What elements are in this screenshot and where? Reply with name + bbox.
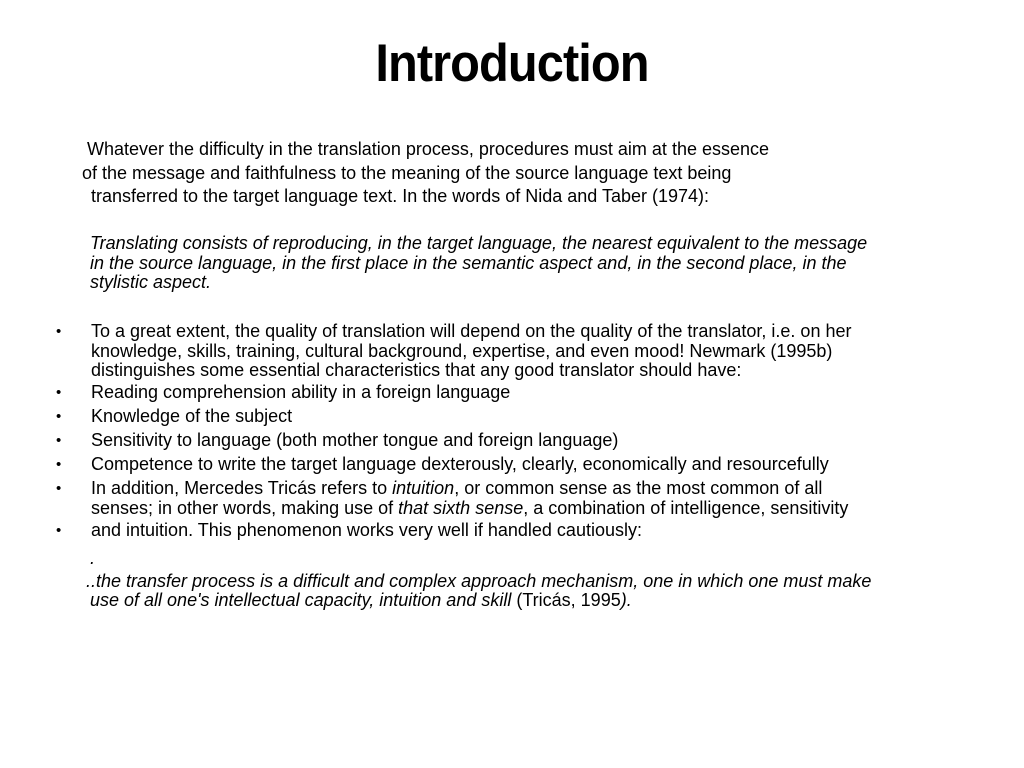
bullet-text: [91, 322, 971, 381]
bullet-dot-icon: •: [56, 522, 62, 539]
text-run: use of all one's intellectual capacity, intuition and skill: [90, 590, 512, 610]
quote-line: in the source language, in the first place in the semantic aspect and, in the second place, in the: [90, 252, 847, 273]
bullet-text: Reading comprehension ability in a foreign language: [91, 382, 511, 402]
text-run: senses; in other words, making use of: [91, 497, 399, 518]
bullet-dot-icon: •: [56, 384, 62, 401]
text-run: In addition, Mercedes Tricás refers to: [91, 478, 393, 498]
bullet-line: [91, 499, 971, 519]
bullet-text: Sensitivity to language (both mother tongue and foreign language): [91, 430, 619, 450]
quote-line: stylistic aspect.: [90, 272, 212, 292]
bullet-line: knowledge, skills, training, cultural background, expertise, and even mood! Newmark (1995b): [91, 340, 833, 361]
text-run: , a combination of intelligence, sensitivity: [523, 497, 849, 518]
bullet-text: [91, 479, 971, 518]
bullet-line: [91, 479, 971, 499]
intro-paragraph: [82, 138, 982, 209]
text-run: , or common sense as the most common of all: [454, 478, 823, 498]
bullet-text: Competence to write the target language dexterously, clearly, economically and resourcefully: [91, 454, 829, 474]
emphasis-intuition: intuition: [392, 478, 455, 498]
text-run: ).: [620, 590, 632, 610]
closing-line: ..the transfer process is a difficult and complex approach mechanism, one in which one must make: [86, 570, 872, 591]
intro-line: Whatever the difficulty in the translation process, procedures must aim at the essence: [87, 139, 770, 159]
citation: (Tricás, 1995: [511, 590, 621, 610]
bullet-text: and intuition. This phenomenon works very well if handled cautiously:: [91, 520, 642, 540]
bullet-dot-icon: •: [56, 432, 62, 449]
bullet-line: To a great extent, the quality of translation will depend on the quality of the translator, i.e. on her: [91, 321, 852, 341]
intro-line: of the message and faithfulness to the meaning of the source language text being: [82, 162, 732, 183]
bullet-dot-icon: •: [56, 456, 62, 473]
bullet-text: Knowledge of the subject: [91, 406, 293, 426]
intro-line: transferred to the target language text. In the words of Nida and Taber (1974):: [91, 186, 710, 206]
quote-line: Translating consists of reproducing, in the target language, the nearest equivalent to the message: [90, 233, 868, 253]
closing-line: [86, 591, 986, 611]
bullet-dot-icon: •: [56, 480, 62, 497]
bullet-line: distinguishes some essential characteristics that any good translator should have:: [91, 360, 742, 380]
slide-title: Introduction: [375, 34, 649, 93]
emphasis-sixth-sense: that sixth sense: [398, 497, 524, 518]
tricas-quote: [86, 549, 986, 611]
nida-taber-quote: [90, 234, 970, 293]
closing-dot: .: [90, 548, 96, 568]
bullet-dot-icon: •: [56, 408, 62, 425]
bullet-dot-icon: •: [56, 323, 62, 340]
